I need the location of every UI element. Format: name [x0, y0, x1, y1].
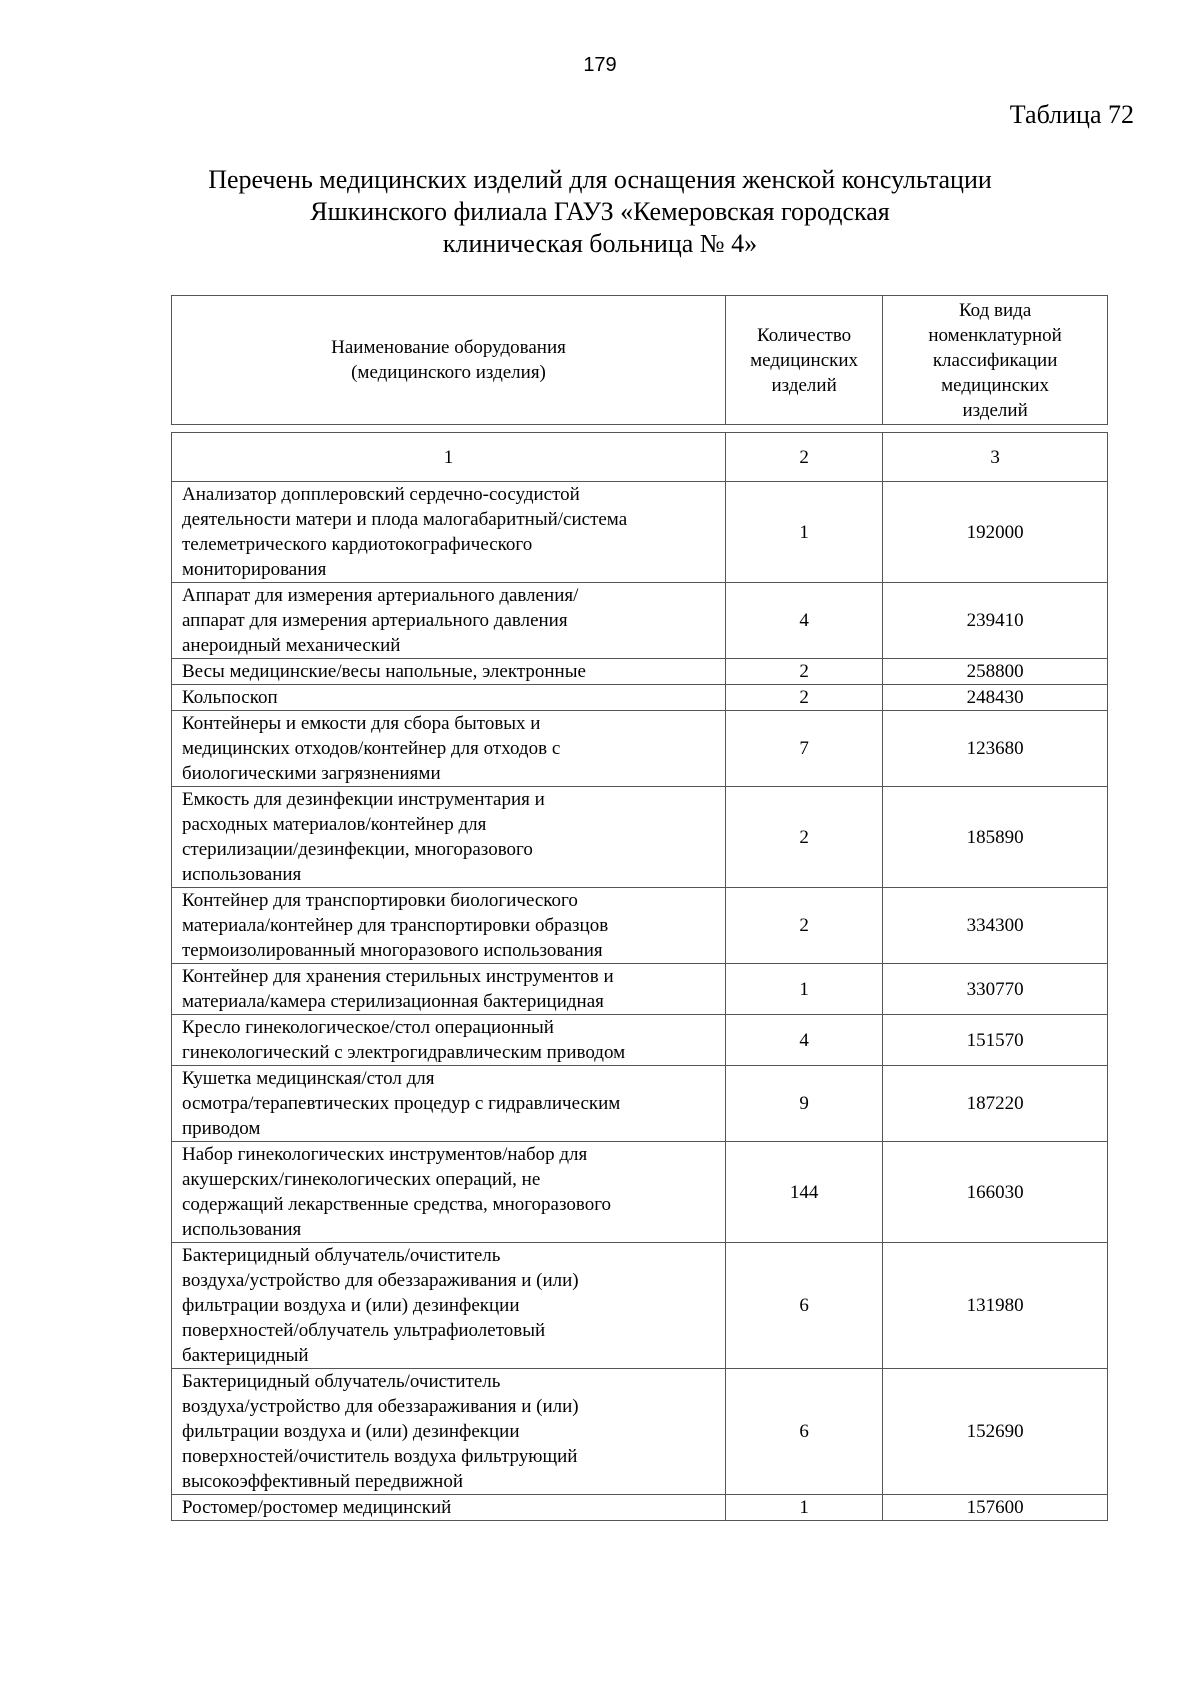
quantity-cell: 2 [726, 685, 883, 711]
equipment-name-line: приводом [182, 1118, 261, 1139]
equipment-name-line: Набор гинекологических инструментов/набор для [182, 1144, 588, 1165]
table-row [172, 659, 1108, 685]
table-row [172, 888, 1108, 964]
equipment-name-cell [172, 888, 726, 964]
equipment-name-cell [172, 659, 726, 685]
equipment-name-line: воздуха/устройство для обеззараживания и (или) [182, 1270, 579, 1291]
equipment-name-line: воздуха/устройство для обеззараживания и (или) [182, 1396, 579, 1417]
equipment-name-cell [172, 685, 726, 711]
equipment-name-line: высокоэффективный передвижной [182, 1471, 463, 1492]
column-number: 2 [726, 433, 883, 482]
equipment-name-cell [172, 1066, 726, 1142]
quantity-cell: 7 [726, 711, 883, 787]
equipment-name-line: термоизолированный многоразового использования [182, 940, 603, 961]
equipment-name-line: материала/камера стерилизационная бактерицидная [182, 991, 604, 1012]
equipment-name-cell [172, 583, 726, 659]
equipment-name-line: Бактерицидный облучатель/очиститель [182, 1371, 501, 1392]
equipment-name-cell [172, 1243, 726, 1369]
equipment-name-cell [172, 482, 726, 583]
equipment-name-line: Аппарат для измерения артериального давления/ [182, 585, 579, 606]
equipment-name-line: поверхностей/облучатель ультрафиолетовый [182, 1320, 546, 1341]
table-row [172, 787, 1108, 888]
nomenclature-code-cell: 239410 [883, 583, 1108, 659]
table-row [172, 1142, 1108, 1243]
nomenclature-code-cell: 334300 [883, 888, 1108, 964]
equipment-name-cell [172, 787, 726, 888]
equipment-name-line: телеметрического кардиотокографического [182, 534, 533, 555]
title-line: Перечень медицинских изделий для оснащения женской консультации [208, 165, 992, 194]
equipment-name-line: медицинских отходов/контейнер для отходов с [182, 738, 561, 759]
quantity-cell: 4 [726, 1015, 883, 1066]
equipment-name-line: фильтрации воздуха и (или) дезинфекции [182, 1295, 520, 1316]
equipment-name-cell [172, 1142, 726, 1243]
table-label: Таблица 72 [1009, 100, 1134, 129]
header-line: изделий [771, 374, 837, 396]
quantity-cell: 6 [726, 1369, 883, 1495]
nomenclature-code-cell: 123680 [883, 711, 1108, 787]
title-line: Яшкинского филиала ГАУЗ «Кемеровская городская [310, 197, 890, 226]
equipment-name-line: осмотра/терапевтических процедур с гидравлическим [182, 1093, 621, 1114]
nomenclature-code-cell: 330770 [883, 964, 1108, 1015]
table-row [172, 1243, 1108, 1369]
quantity-cell: 9 [726, 1066, 883, 1142]
equipment-name-line: аппарат для измерения артериального давления [182, 610, 568, 631]
column-header-name [172, 296, 726, 425]
table-row [172, 1369, 1108, 1495]
equipment-name-line: Бактерицидный облучатель/очиститель [182, 1245, 501, 1266]
equipment-name-line: Контейнеры и емкости для сбора бытовых и [182, 713, 541, 734]
equipment-name-cell [172, 1015, 726, 1066]
equipment-name-line: Кресло гинекологическое/стол операционный [182, 1017, 554, 1038]
equipment-name-cell [172, 711, 726, 787]
equipment-table [171, 432, 1108, 1521]
equipment-name-line: расходных материалов/контейнер для [182, 814, 487, 835]
page-number: 179 [583, 54, 617, 76]
equipment-name-line: Контейнер для транспортировки биологического [182, 890, 578, 911]
equipment-name-cell [172, 964, 726, 1015]
equipment-name-line: акушерских/гинекологических операций, не [182, 1169, 541, 1190]
nomenclature-code-cell: 248430 [883, 685, 1108, 711]
quantity-cell: 4 [726, 583, 883, 659]
quantity-cell: 6 [726, 1243, 883, 1369]
table-header [171, 295, 1108, 425]
equipment-name-line: Весы медицинские/весы напольные, электронные [182, 661, 586, 682]
equipment-name-cell [172, 1369, 726, 1495]
header-line: классификации [932, 349, 1058, 371]
header-line: Количество [757, 324, 852, 346]
equipment-name-line: Кушетка медицинская/стол для [182, 1068, 435, 1089]
header-line: Код вида [958, 299, 1032, 321]
equipment-name-line: Кольпоскоп [182, 687, 278, 708]
nomenclature-code-cell: 152690 [883, 1369, 1108, 1495]
equipment-name-line: бактерицидный [182, 1345, 309, 1366]
column-header-code [883, 296, 1108, 425]
equipment-name-line: гинекологический с электрогидравлическим приводом [182, 1042, 626, 1063]
quantity-cell: 144 [726, 1142, 883, 1243]
header-line: медицинских [750, 349, 859, 371]
equipment-name-line: мониторирования [182, 559, 327, 580]
equipment-name-cell [172, 1495, 726, 1521]
column-number-row [172, 433, 1108, 482]
header-line: (медицинского изделия) [351, 362, 546, 383]
quantity-cell: 2 [726, 787, 883, 888]
nomenclature-code-cell: 157600 [883, 1495, 1108, 1521]
nomenclature-code-cell: 166030 [883, 1142, 1108, 1243]
table-row [172, 1495, 1108, 1521]
equipment-name-line: поверхностей/очиститель воздуха фильтрующий [182, 1446, 578, 1467]
equipment-name-line: Ростомер/ростомер медицинский [182, 1497, 452, 1518]
nomenclature-code-cell: 185890 [883, 787, 1108, 888]
equipment-name-line: биологическими загрязнениями [182, 763, 441, 784]
equipment-name-line: использования [182, 864, 302, 885]
nomenclature-code-cell: 131980 [883, 1243, 1108, 1369]
header-line: медицинских [941, 374, 1050, 396]
table-row [172, 711, 1108, 787]
table-row [172, 1015, 1108, 1066]
table-row [172, 685, 1108, 711]
equipment-name-line: деятельности матери и плода малогабаритный/система [182, 509, 628, 530]
table-row [172, 964, 1108, 1015]
equipment-name-line: материала/контейнер для транспортировки образцов [182, 915, 609, 936]
table-row [172, 583, 1108, 659]
column-number: 3 [883, 433, 1108, 482]
quantity-cell: 2 [726, 659, 883, 685]
quantity-cell: 1 [726, 1495, 883, 1521]
equipment-name-line: фильтрации воздуха и (или) дезинфекции [182, 1421, 520, 1442]
nomenclature-code-cell: 151570 [883, 1015, 1108, 1066]
equipment-name-line: использования [182, 1219, 302, 1240]
header-line: номенклатурной [928, 324, 1062, 346]
header-line: изделий [962, 399, 1028, 421]
quantity-cell: 2 [726, 888, 883, 964]
header-line: Наименование оборудования [331, 337, 566, 358]
equipment-name-line: Анализатор допплеровский сердечно-сосудистой [182, 484, 580, 505]
quantity-cell: 1 [726, 482, 883, 583]
table-row [172, 1066, 1108, 1142]
equipment-name-line: стерилизации/дезинфекции, многоразового [182, 839, 533, 860]
equipment-name-line: Емкость для дезинфекции инструментария и [182, 789, 545, 810]
table-row [172, 482, 1108, 583]
nomenclature-code-cell: 258800 [883, 659, 1108, 685]
document-title [0, 164, 1200, 260]
nomenclature-code-cell: 192000 [883, 482, 1108, 583]
title-line: клиническая больница № 4» [442, 229, 758, 258]
quantity-cell: 1 [726, 964, 883, 1015]
equipment-name-line: анероидный механический [182, 635, 401, 656]
column-header-quantity [726, 296, 883, 425]
column-number: 1 [172, 433, 726, 482]
equipment-name-line: Контейнер для хранения стерильных инструментов и [182, 966, 614, 987]
nomenclature-code-cell: 187220 [883, 1066, 1108, 1142]
equipment-name-line: содержащий лекарственные средства, многоразового [182, 1194, 612, 1215]
